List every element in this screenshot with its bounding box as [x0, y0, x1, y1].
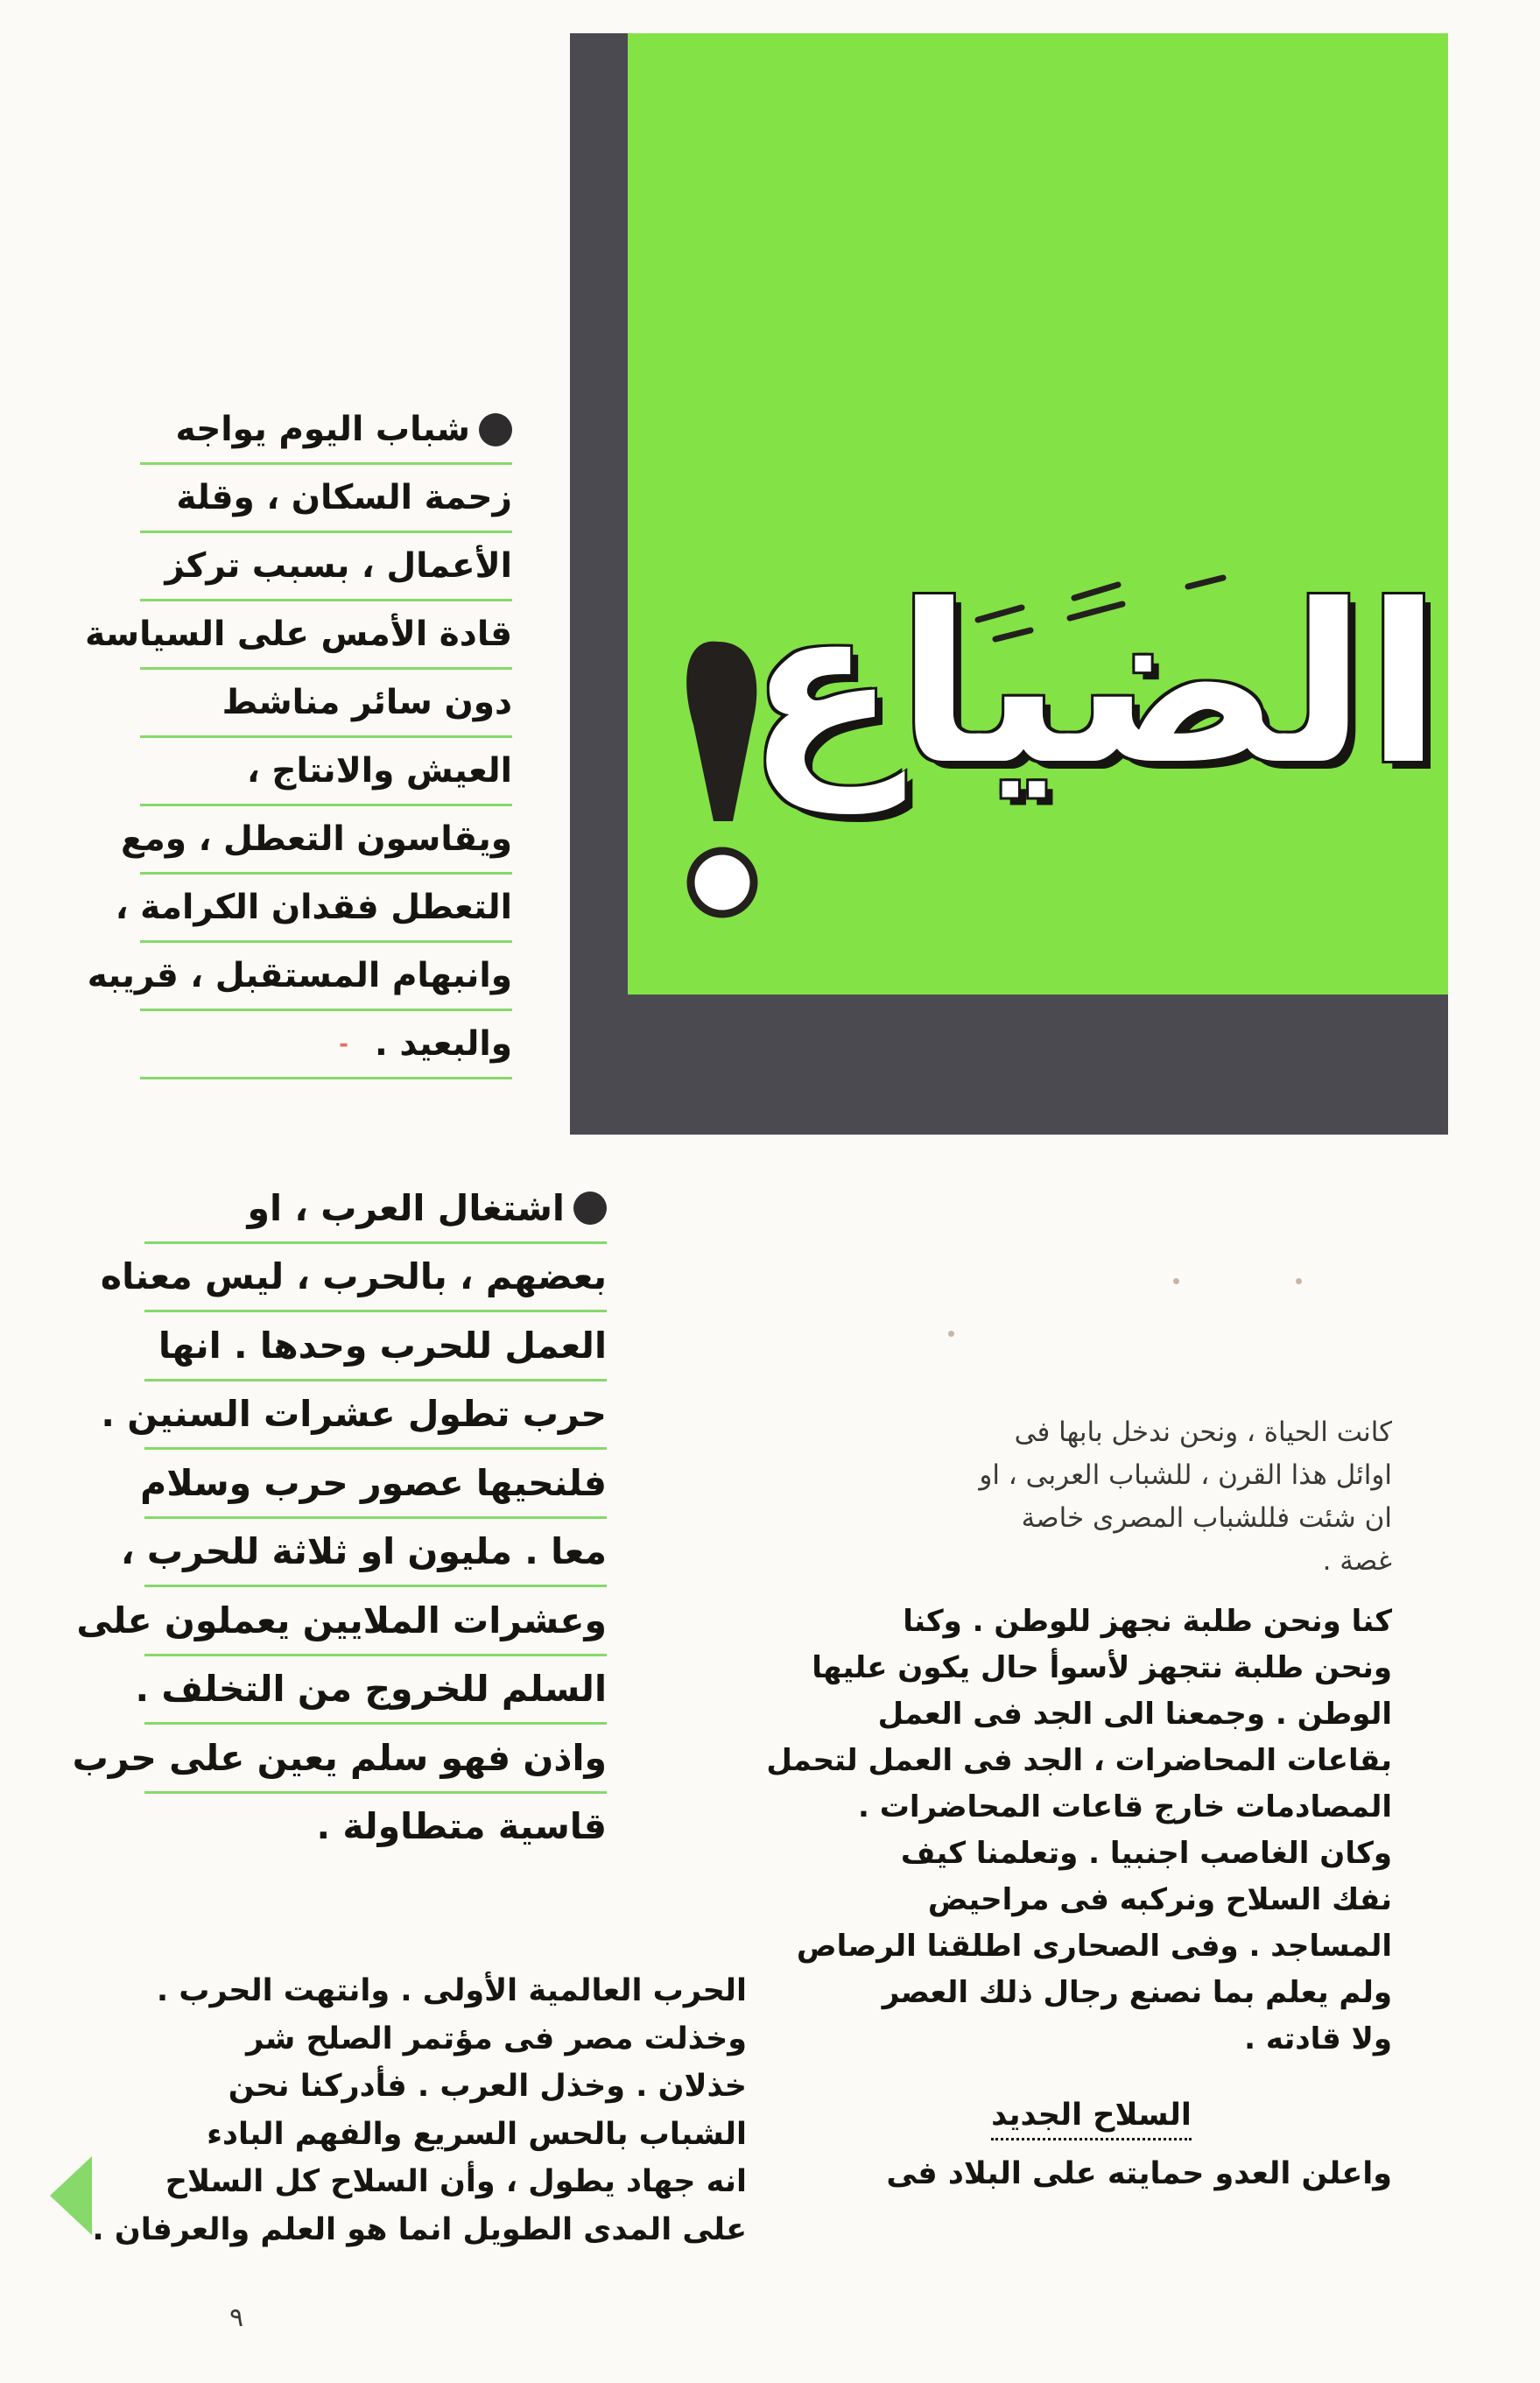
bold-paragraph: كنا ونحن طلبة نجهز للوطن . وكنا ونحن طلبة نتجهز لأسوأ حال يكون عليها الوطن . وجمعنا الى الجد فى العمل بقاعات المحاضرات ، الجد فى العمل لتحمل المصادمات خارج قاعات المحاضرات . وكان الغاصب اجنبيا . وتعلمنا كيف نفك السلاح ونركبه فى مراحيض المساجد . وفى الصحارى اطلقنا الرصاص ولم يعلم بما نصنع رجال ذلك العصر ولا قادته .: [766, 1604, 1392, 2056]
bullet-icon: [479, 413, 512, 446]
left-paragraph: الحرب العالمية الأولى . وانتهت الحرب . وخذلت مصر فى مؤتمر الصلح شر خذلان . وخذل العرب . فأدركنا نحن الشباب بالحس السريع والفهم البادء انه جهاد يطول ، وأن السلاح كل السلاح على المدى الطويل انما هو العلم والعرفان .: [92, 1973, 747, 2247]
sidebar-line: معا . مليون او ثلاثة للحرب ،: [144, 1519, 607, 1588]
sidebar-box-youth: [85, 397, 512, 1079]
main-title: الضياع: [747, 558, 1441, 812]
sidebar-line: حرب تطول عشرات السنين .: [144, 1381, 607, 1451]
sidebar-line: بعضهم ، بالحرب ، ليس معناه: [144, 1244, 607, 1313]
sidebar-line: السلم للخروج من التخلف .: [144, 1656, 607, 1726]
section-subheading: السلاح الجديد: [791, 2098, 1392, 2140]
article-right-column: [766, 1411, 1392, 2191]
page-edge-arrow-icon: [50, 2156, 92, 2235]
sidebar-line: زحمة السكان ، وقلة: [140, 465, 512, 533]
sidebar-box-war: [72, 1175, 607, 1862]
sidebar-line: العمل للحرب وحدها . انها: [144, 1312, 607, 1381]
print-speck: [1296, 1278, 1302, 1284]
sidebar-line: اشتغال العرب ، او: [144, 1175, 607, 1244]
intro-paragraph: كانت الحياة ، ونحن ندخل بابها فى اوائل هذا القرن ، للشباب العربى ، او ان شئت فللشباب المصرى خاصة غصة .: [979, 1416, 1392, 1577]
sidebar-line: قادة الأمس على السياسة: [140, 601, 512, 670]
sidebar-line: والبعيد . -: [140, 1011, 512, 1079]
page-number: ٩: [229, 2302, 244, 2333]
sidebar-line: وانبهام المستقبل ، قريبه: [140, 943, 512, 1011]
sidebar-line: العيش والانتاج ،: [140, 738, 512, 806]
exclamation-mark-icon: [686, 642, 756, 914]
sidebar-line: فلنحيها عصور حرب وسلام: [144, 1450, 607, 1519]
article-left-column: [92, 1967, 747, 2253]
print-speck: [948, 1331, 954, 1337]
title-decoration: [628, 33, 1448, 995]
continuation-line: واعلن العدو حمايته على البلاد فى: [886, 2156, 1392, 2191]
sidebar-line: قاسية متطاولة .: [316, 1805, 607, 1848]
sidebar-line: شباب اليوم يواجه: [140, 397, 512, 465]
sidebar-line: الأعمال ، بسبب تركز: [140, 533, 512, 601]
title-block: [570, 33, 1448, 1135]
sidebar-line: التعطل فقدان الكرامة ،: [140, 875, 512, 943]
sidebar-line: دون سائر مناشط: [140, 670, 512, 738]
sidebar-line: واذن فهو سلم يعين على حرب: [144, 1725, 607, 1794]
dash-mark-icon: -: [339, 1030, 348, 1058]
print-speck: [1173, 1278, 1179, 1284]
title-green-panel: [628, 33, 1448, 995]
bullet-icon: [573, 1192, 607, 1225]
sidebar-line: وعشرات الملايين يعملون على: [144, 1587, 607, 1656]
sidebar-line: ويقاسون التعطل ، ومع: [140, 806, 512, 875]
